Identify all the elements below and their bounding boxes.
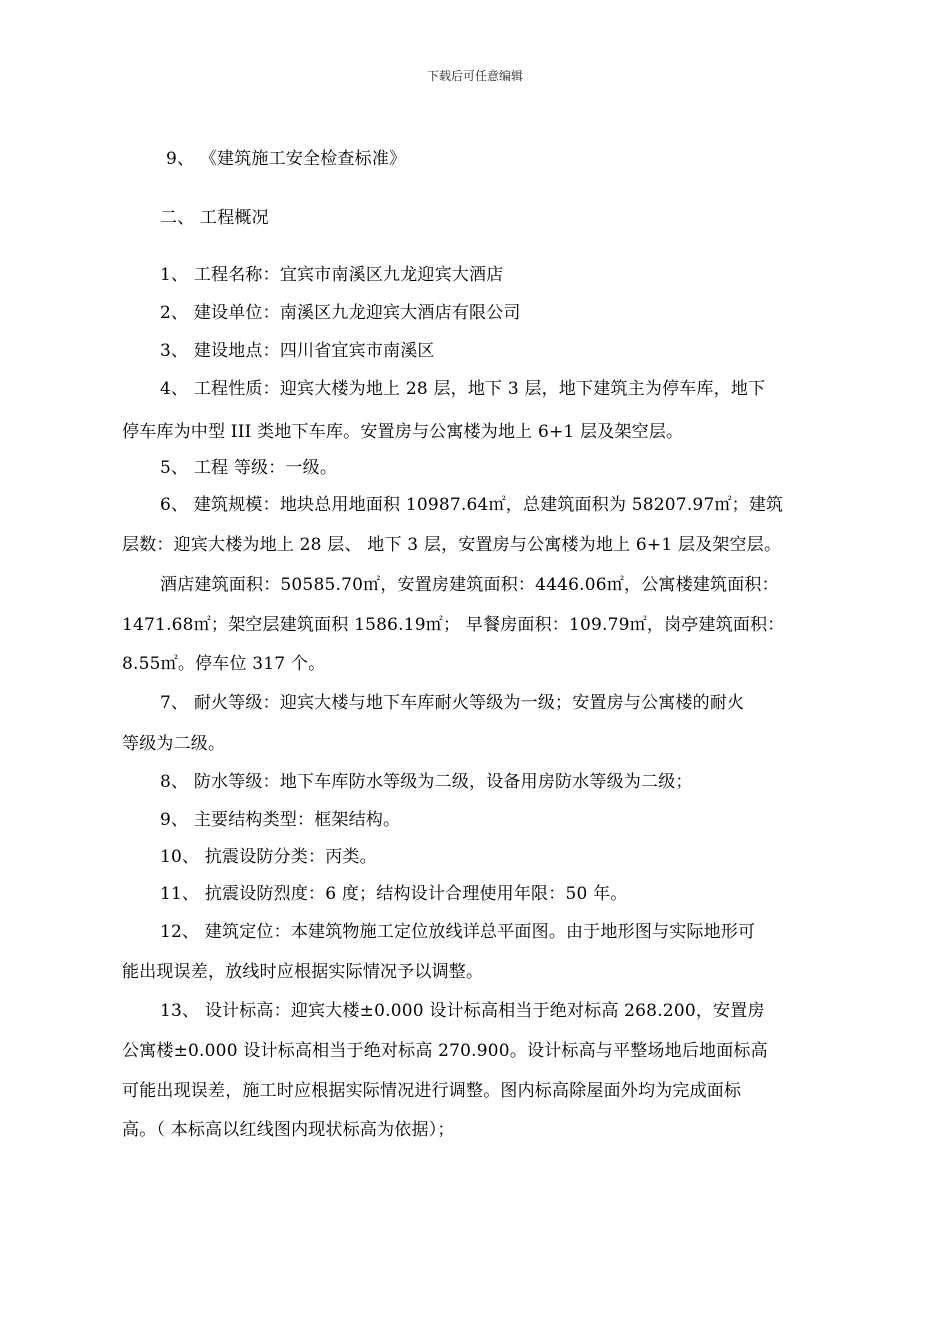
- item-9-structure-type: 9、 主要结构类型：框架结构。: [160, 810, 401, 830]
- item-12-positioning-cont: 能出现误差，放线时应根据实际情况予以调整。: [122, 962, 484, 982]
- item-6-area-detail-3: 8.55㎡。停车位 317 个。: [122, 654, 326, 674]
- item-10-seismic-category: 10、 抗震设防分类：丙类。: [160, 847, 377, 867]
- item-1-project-name: 1、 工程名称：宜宾市南溪区九龙迎宾大酒店: [160, 265, 504, 285]
- item-8-waterproof-rating: 8、 防水等级：地下车库防水等级为二级，设备用房防水等级为二级；: [160, 772, 693, 792]
- item-4-project-nature-cont: 停车库为中型 III 类地下车库。安置房与公寓楼为地上 6+1 层及架空层。: [122, 422, 684, 442]
- item-7-fire-rating: 7、 耐火等级：迎宾大楼与地下车库耐火等级为一级；安置房与公寓楼的耐火: [160, 693, 745, 713]
- section-heading-project-overview: 二、 工程概况: [160, 208, 269, 228]
- item-13-design-elevation: 13、 设计标高：迎宾大楼±0.000 设计标高相当于绝对标高 268.200，安置房: [160, 1001, 765, 1021]
- page-header-note: 下载后可任意编辑: [426, 69, 523, 83]
- standard-item-9: 9、 《建筑施工安全检查标准》: [166, 149, 407, 169]
- item-6-area-detail-2: 1471.68㎡；架空层建筑面积 1586.19㎡； 早餐房面积：109.79㎡，岗亭建筑面积：: [122, 615, 785, 635]
- item-13-design-elevation-cont-1: 公寓楼±0.000 设计标高相当于绝对标高 270.900。设计标高与平整场地后地面标高: [122, 1041, 768, 1061]
- item-3-construction-site: 3、 建设地点：四川省宜宾市南溪区: [160, 341, 435, 361]
- item-6-area-detail-1: 酒店建筑面积：50585.70㎡，安置房建筑面积：4446.06㎡，公寓楼建筑面积：: [160, 575, 779, 595]
- item-7-fire-rating-cont: 等级为二级。: [122, 734, 226, 754]
- item-6-building-scale-cont: 层数：迎宾大楼为地上 28 层、 地下 3 层，安置房与公寓楼为地上 6+1 层及架空层。: [122, 535, 782, 555]
- item-13-design-elevation-cont-3: 高。（ 本标高以红线图内现状标高为依据）；: [122, 1120, 455, 1140]
- item-11-seismic-intensity: 11、 抗震设防烈度：6 度；结构设计合理使用年限：50 年。: [160, 884, 628, 904]
- item-6-building-scale: 6、 建筑规模：地块总用地面积 10987.64㎡，总建筑面积为 58207.97㎡；建筑: [160, 495, 784, 515]
- item-5-grade: 5、 工程 等级：一级。: [160, 458, 338, 478]
- item-2-construction-unit: 2、 建设单位：南溪区九龙迎宾大酒店有限公司: [160, 303, 521, 323]
- item-13-design-elevation-cont-2: 可能出现误差，施工时应根据实际情况进行调整。图内标高除屋面外均为完成面标: [122, 1081, 742, 1101]
- item-4-project-nature: 4、 工程性质：迎宾大楼为地上 28 层，地下 3 层，地下建筑主为停车库，地下: [160, 379, 766, 399]
- item-12-positioning: 12、 建筑定位：本建筑物施工定位放线详总平面图。由于地形图与实际地形可: [160, 922, 756, 942]
